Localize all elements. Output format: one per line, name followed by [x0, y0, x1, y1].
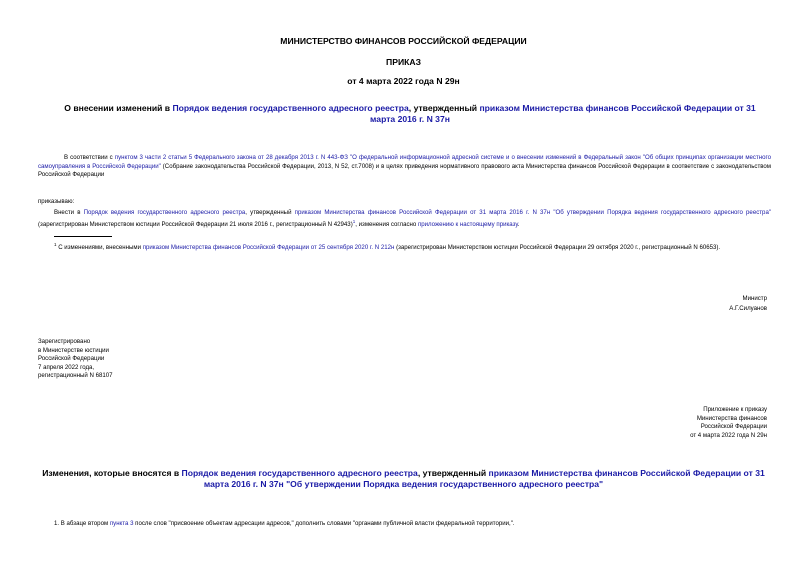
registration-block	[38, 338, 113, 381]
federal-law-link[interactable]: пунктом 3 части 2 статьи 5 Федерального закона от 28 декабря 2013 г. N 443-ФЗ "О федеральной информационной адресной системе и о внесении изменений в Федеральный закон "Об общих принципах организации местного самоуправления в Российской Федерации"	[38, 154, 771, 170]
registration-line: Зарегистрировано	[38, 338, 91, 345]
item1-text-1: 1. В абзаце втором	[54, 520, 110, 527]
item1-point-link[interactable]: пункта 3	[109, 520, 134, 527]
title-link-order[interactable]: приказом Министерства финансов Российской Федерации от 31 марта 2016 г. N 37н	[370, 103, 756, 124]
preamble-paragraph	[38, 154, 771, 180]
footnote	[38, 241, 771, 253]
order-text-5: .	[517, 220, 520, 228]
appendix-note-line: Российской Федерации	[700, 423, 767, 431]
appendix-note	[690, 406, 767, 440]
footnote-divider	[54, 236, 112, 237]
registration-line: в Министерстве юстиции	[38, 346, 109, 354]
order-text-3: (зарегистрирован Министерством юстиции Российской Федерации 21 июля 2016 г., регистрационный N 42943)	[38, 220, 353, 228]
footnote-reference[interactable]: 1	[352, 218, 356, 224]
order-text-2: , утвержденный	[245, 209, 295, 216]
title-middle: , утвержденный	[408, 103, 480, 113]
title-link-procedure[interactable]: Порядок ведения государственного адресного реестра	[172, 103, 409, 113]
changes-title-prefix: Изменения, которые вносятся в	[42, 468, 182, 478]
footnote-text-1: С изменениями, внесенными	[56, 244, 143, 252]
footnote-text-2: (зарегистрирован Министерством юстиции Российской Федерации 29 октября 2020 г., регистрационный N 60653).	[394, 244, 721, 252]
document-title	[60, 103, 760, 125]
appendix-note-line: Приложение к приказу	[703, 406, 767, 413]
document-type: ПРИКАЗ	[386, 57, 421, 67]
change-item-1	[54, 520, 771, 529]
changes-title-order-link[interactable]: приказом Министерства финансов Российской Федерации от 31 марта 2016 г. N 37н "Об утверждении Порядка ведения государственного адресного реестра"	[203, 468, 765, 489]
order-text-1: Внести в	[54, 209, 84, 216]
preamble-end: (Собрание законодательства Российской Федерации, 2013, N 52, ст.7008) и в целях приведения нормативного правового акта Министерства финансов Российской Федерации в соответствие с законодательством Российской Федерации	[38, 162, 771, 179]
changes-title-procedure-link[interactable]: Порядок ведения государственного адресного реестра	[181, 468, 418, 478]
registration-line: Российской Федерации	[38, 355, 105, 363]
ministry-heading: МИНИСТЕРСТВО ФИНАНСОВ РОССИЙСКОЙ ФЕДЕРАЦИИ	[280, 36, 527, 46]
appendix-note-line: от 4 марта 2022 года N 29н	[690, 431, 767, 439]
order-paragraph	[38, 209, 771, 229]
title-prefix: О внесении изменений в	[64, 103, 173, 113]
order-word: приказываю:	[38, 198, 75, 205]
footnote-mark: 1	[54, 242, 57, 247]
registration-line: регистрационный N 68107	[38, 372, 113, 380]
changes-title-middle: , утвержденный	[417, 468, 489, 478]
procedure-link[interactable]: Порядок ведения государственного адресного реестра	[83, 209, 246, 216]
order-text-4: , изменения согласно	[355, 220, 418, 228]
registration-line: 7 апреля 2022 года,	[38, 363, 95, 371]
item1-text-2: после слов "присвоение объектам адресации адресов," дополнить словами "органами публичной власти федеральной территории,".	[133, 520, 515, 527]
order-37n-link[interactable]: приказом Министерства финансов Российской Федерации от 31 марта 2016 г. N 37н "Об утверждении Порядка ведения государственного адресного реестра"	[294, 209, 771, 216]
signature-name: А.Г.Силуанов	[729, 305, 767, 312]
appendix-link[interactable]: приложению к настоящему приказу	[417, 220, 518, 228]
signature-position: Министр	[742, 295, 767, 302]
changes-title	[36, 468, 771, 490]
preamble-start: В соответствии с	[64, 154, 115, 161]
footnote-order-link[interactable]: приказом Министерства финансов Российской Федерации от 25 сентября 2020 г. N 212н	[142, 244, 395, 252]
document-date: от 4 марта 2022 года N 29н	[347, 76, 460, 86]
appendix-note-line: Министерства финансов	[696, 414, 767, 422]
